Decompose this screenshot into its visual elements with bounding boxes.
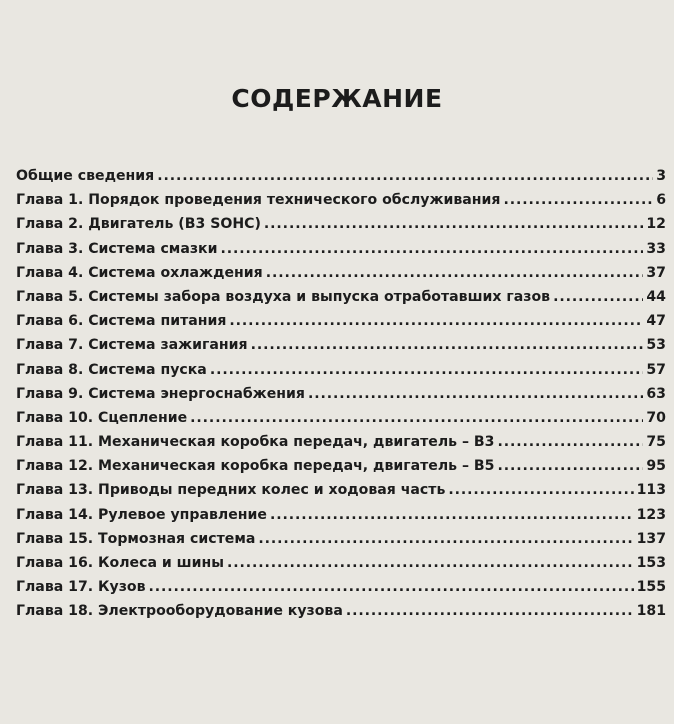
- toc-leader-dots: [251, 337, 644, 353]
- toc-entry: [16, 434, 666, 458]
- toc-leader-dots: [497, 434, 643, 450]
- toc-entry-title: Глава 1. Порядок проведения технического обслуживания: [16, 192, 501, 209]
- toc-entry-title: Глава 11. Механическая коробка передач, двигатель – B3: [16, 434, 495, 451]
- toc-entry: [16, 507, 666, 531]
- toc-entry-title: Глава 13. Приводы передних колес и ходовая часть: [16, 482, 446, 499]
- page-title: СОДЕРЖАНИЕ: [231, 84, 443, 113]
- toc-entry-page-number: 6: [656, 192, 666, 209]
- toc-leader-dots: [503, 192, 653, 208]
- toc-leader-dots: [149, 579, 634, 595]
- toc-entry-title: Глава 18. Электрооборудование кузова: [16, 603, 343, 620]
- toc-entry-title: Общие сведения: [16, 168, 155, 184]
- toc-leader-dots: [227, 555, 634, 571]
- toc-leader-dots: [553, 289, 643, 305]
- toc-entry: [16, 192, 666, 216]
- toc-leader-dots: [210, 362, 644, 378]
- toc-leader-dots: [266, 265, 644, 281]
- toc-entry-title: Глава 5. Системы забора воздуха и выпуска отработавших газов: [16, 288, 551, 305]
- toc-entry-page-number: 153: [636, 555, 666, 571]
- toc-entry: [16, 337, 666, 361]
- toc-entry: [16, 531, 666, 555]
- toc-entry-page-number: 37: [646, 264, 666, 281]
- toc-entry-title: Глава 8. Система пуска: [16, 361, 207, 378]
- toc-leader-dots: [270, 507, 634, 523]
- toc-entry-title: Глава 14. Рулевое управление: [16, 506, 267, 523]
- toc-entry: [16, 216, 666, 240]
- toc-entry-page-number: 47: [646, 313, 666, 330]
- toc-entry-page-number: 12: [646, 216, 666, 233]
- toc-entry: [16, 482, 666, 506]
- toc-entry-page-number: 57: [646, 361, 666, 378]
- toc-entry: [16, 289, 666, 313]
- toc-entry-title: Глава 7. Система зажигания: [16, 337, 248, 354]
- toc-entry-title: Глава 9. Система энергоснабжения: [16, 385, 305, 402]
- toc-entry-page-number: 137: [636, 530, 666, 547]
- toc-entry: [16, 458, 666, 482]
- toc-leader-dots: [264, 216, 643, 232]
- toc-entry-page-number: 75: [646, 434, 666, 451]
- toc-entry-title: Глава 17. Кузов: [16, 579, 146, 596]
- toc-entry-title: Глава 16. Колеса и шины: [16, 555, 224, 571]
- toc-entry-title: Глава 3. Система смазки: [16, 240, 218, 257]
- toc-entry-title: Глава 2. Двигатель (B3 SOHC): [16, 216, 261, 233]
- toc-entry: [16, 241, 666, 265]
- toc-leader-dots: [190, 410, 643, 426]
- toc-entry: [16, 579, 666, 603]
- toc-entry: [16, 410, 666, 434]
- toc-entry-page-number: 70: [646, 409, 666, 426]
- toc-leader-dots: [448, 482, 633, 498]
- toc-entry-page-number: 53: [646, 337, 666, 354]
- toc-leader-dots: [220, 241, 643, 257]
- toc-entry-title: Глава 6. Система питания: [16, 313, 227, 330]
- table-of-contents: [16, 168, 666, 628]
- toc-entry-title: Глава 10. Сцепление: [16, 409, 188, 426]
- toc-entry-page-number: 3: [656, 168, 666, 184]
- toc-entry-page-number: 113: [636, 482, 666, 499]
- toc-leader-dots: [346, 603, 634, 619]
- toc-entry: [16, 168, 666, 192]
- toc-leader-dots: [229, 313, 643, 329]
- toc-entry-page-number: 181: [636, 603, 666, 620]
- toc-entry-page-number: 155: [636, 579, 666, 596]
- toc-entry: [16, 603, 666, 627]
- toc-entry-page-number: 44: [646, 288, 666, 305]
- toc-entry-title: Глава 15. Тормозная система: [16, 530, 256, 547]
- toc-entry-page-number: 33: [646, 240, 666, 257]
- toc-entry-title: Глава 12. Механическая коробка передач, двигатель – B5: [16, 458, 495, 475]
- toc-entry: [16, 386, 666, 410]
- toc-entry: [16, 362, 666, 386]
- toc-entry-page-number: 63: [646, 385, 666, 402]
- toc-leader-dots: [497, 458, 643, 474]
- toc-entry-title: Глава 4. Система охлаждения: [16, 264, 263, 281]
- toc-entry: [16, 555, 666, 579]
- toc-entry: [16, 265, 666, 289]
- toc-entry: [16, 313, 666, 337]
- toc-leader-dots: [308, 386, 643, 402]
- toc-leader-dots: [157, 168, 653, 184]
- toc-leader-dots: [258, 531, 633, 547]
- toc-entry-page-number: 95: [646, 458, 666, 475]
- toc-entry-page-number: 123: [636, 506, 666, 523]
